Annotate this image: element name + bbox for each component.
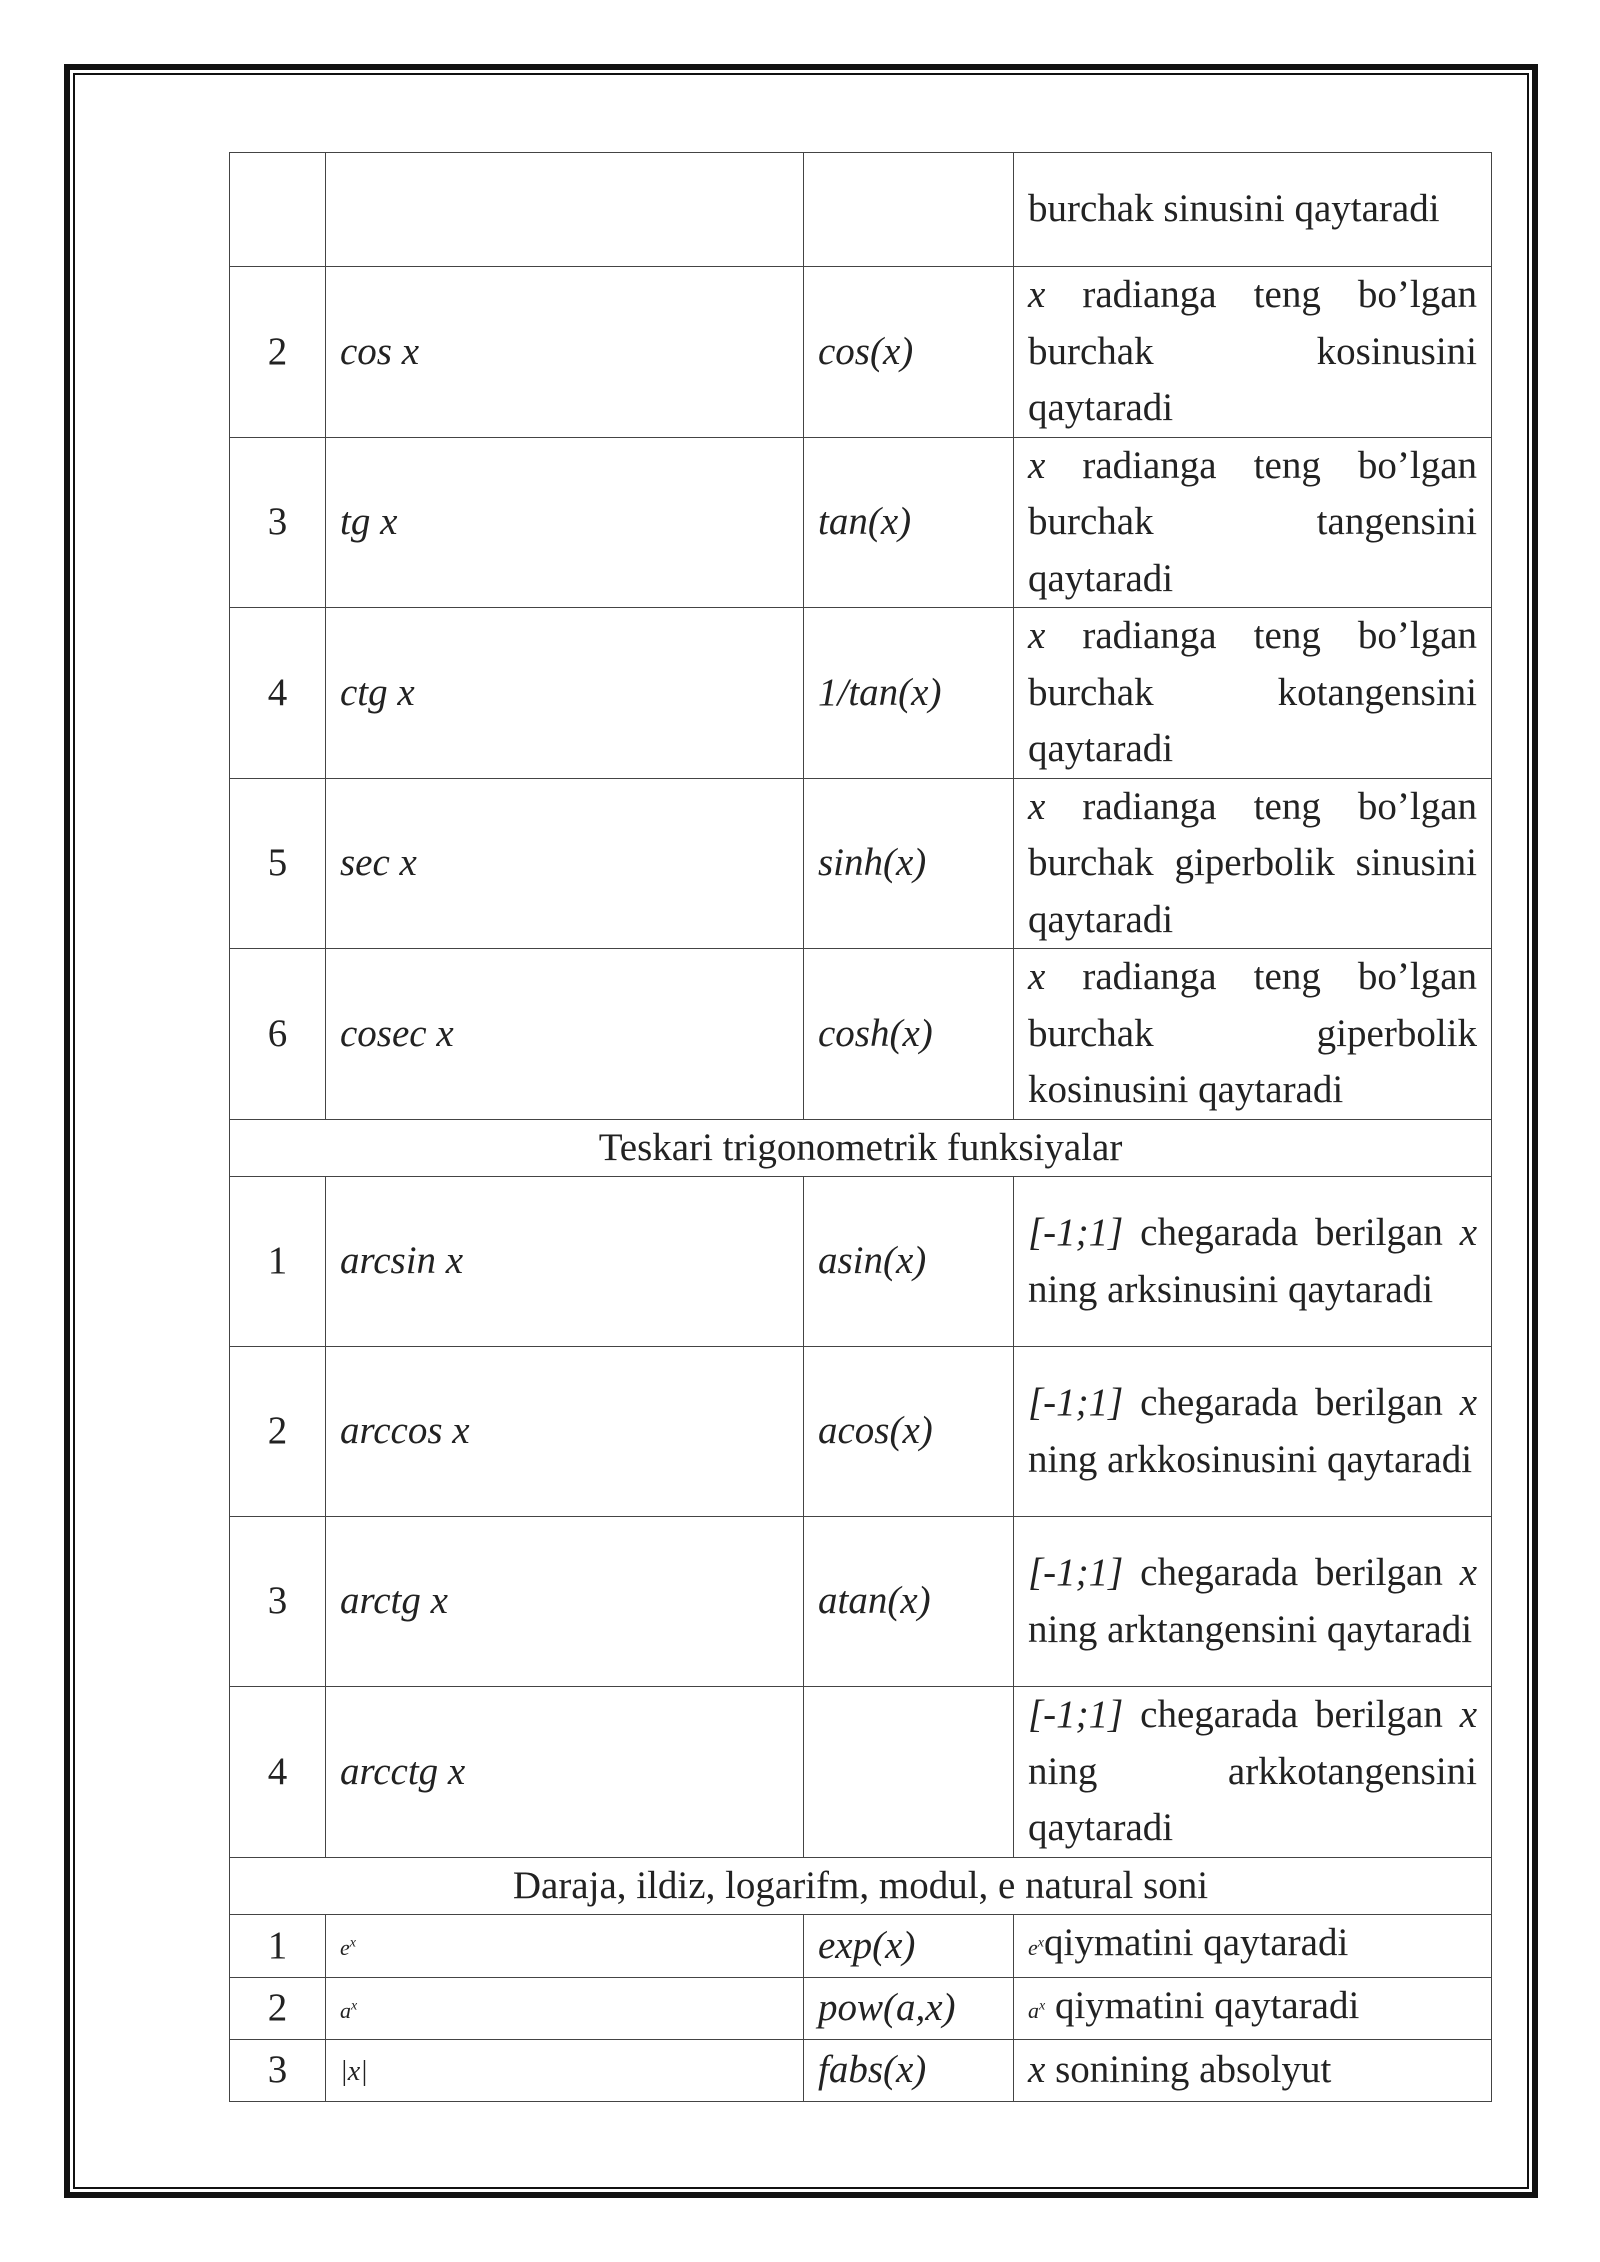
section-row (230, 1857, 1492, 1915)
math-notation: sec x (326, 778, 804, 949)
description-text: radianga teng bo’lgan burchak giperbolik kosinusini qaytaradi (1028, 955, 1477, 1111)
row-number: 4 (230, 1687, 326, 1858)
description-variable: x (1459, 1211, 1477, 1254)
math-notation: ctg x (326, 608, 804, 779)
description-text: chegarada berilgan (1123, 1381, 1460, 1424)
math-notation: arcctg x (326, 1687, 804, 1858)
math-notation (326, 2040, 804, 2102)
table-row (230, 608, 1492, 779)
table-row (230, 437, 1492, 608)
description-text: chegarada berilgan (1123, 1211, 1460, 1254)
row-number: 4 (230, 608, 326, 779)
table-row (230, 2040, 1492, 2102)
code-function: cosh(x) (804, 949, 1014, 1120)
absolute-value: |x| (340, 2056, 368, 2087)
code-function: cos(x) (804, 267, 1014, 438)
table-row (230, 1347, 1492, 1517)
section-title-inverse: Teskari trigonometrik funksiyalar (230, 1119, 1492, 1177)
description-variable: x (1028, 2048, 1046, 2091)
table-row (230, 1915, 1492, 1978)
description-text: chegarada berilgan (1123, 1551, 1460, 1594)
description (1014, 437, 1492, 608)
description-text: ning arkkotangensini qaytaradi (1028, 1749, 1477, 1849)
section-title-power: Daraja, ildiz, logarifm, modul, e natural soni (230, 1857, 1492, 1915)
row-number: 2 (230, 1347, 326, 1517)
description-variable: x (1459, 1693, 1477, 1736)
math-notation: cosec x (326, 949, 804, 1120)
description-variable: x (1028, 784, 1046, 828)
description-text: qiymatini qaytaradi (1043, 1921, 1349, 1964)
code-function: acos(x) (804, 1347, 1014, 1517)
description-variable: x (1028, 273, 1046, 316)
functions-table (229, 152, 1492, 2102)
table-row (230, 1177, 1492, 1347)
power-base: e (340, 1935, 350, 1960)
code-function: exp(x) (804, 1915, 1014, 1978)
math-notation (326, 1915, 804, 1978)
row-number: 1 (230, 1915, 326, 1978)
power-base: a (1028, 1997, 1039, 2023)
math-notation: arcsin x (326, 1177, 804, 1347)
math-notation: cos x (326, 267, 804, 438)
description-variable: x (1028, 614, 1046, 657)
code-function (804, 153, 1014, 267)
description-variable: x (1459, 1381, 1477, 1424)
row-number: 3 (230, 1517, 326, 1687)
code-function: pow(a,x) (804, 1977, 1014, 2040)
description-text: radianga teng bo’lgan burchak kotangensini qaytaradi (1028, 614, 1477, 770)
code-function: tan(x) (804, 437, 1014, 608)
table-row (230, 1977, 1492, 2040)
description-text: chegarada berilgan (1123, 1693, 1460, 1736)
math-notation: arctg x (326, 1517, 804, 1687)
power-base: a (340, 1997, 351, 2023)
description-text: qiymatini qaytaradi (1045, 1983, 1360, 2027)
description-text: sonining absolyut (1045, 2048, 1332, 2091)
power-exponent: x (1037, 1935, 1044, 1951)
description-text: ning arksinusini qaytaradi (1028, 1267, 1434, 1311)
row-number (230, 153, 326, 267)
code-function: atan(x) (804, 1517, 1014, 1687)
description-range: [-1;1] (1028, 1551, 1124, 1594)
power-exponent: x (349, 1935, 356, 1951)
math-notation (326, 1977, 804, 2040)
table-row (230, 1517, 1492, 1687)
description-variable: x (1028, 955, 1046, 998)
description-range: [-1;1] (1028, 1211, 1124, 1254)
math-notation: arccos x (326, 1347, 804, 1517)
description-variable: x (1459, 1551, 1477, 1594)
description (1014, 1347, 1492, 1517)
math-notation (326, 153, 804, 267)
row-number: 5 (230, 778, 326, 949)
math-notation: tg x (326, 437, 804, 608)
code-function (804, 1687, 1014, 1858)
description-text: radianga teng bo’lgan burchak giperbolik sinusini qaytaradi (1028, 784, 1477, 941)
row-number: 2 (230, 1977, 326, 2040)
power-base: e (1028, 1935, 1038, 1960)
description (1014, 1517, 1492, 1687)
description (1014, 778, 1492, 949)
power-exponent: x (1039, 1998, 1046, 2014)
description-text: radianga teng bo’lgan burchak tangensini qaytaradi (1028, 443, 1477, 600)
description (1014, 1977, 1492, 2040)
description-text: ning arktangensini qaytaradi (1028, 1607, 1473, 1651)
description (1014, 1177, 1492, 1347)
description (1014, 1687, 1492, 1858)
row-number: 2 (230, 267, 326, 438)
description-text: ning arkkosinusini qaytaradi (1028, 1437, 1473, 1481)
table-row (230, 949, 1492, 1120)
section-row (230, 1119, 1492, 1177)
description: burchak sinusini qaytaradi (1014, 153, 1492, 267)
description-range: [-1;1] (1028, 1381, 1124, 1424)
table-row (230, 1687, 1492, 1858)
description (1014, 949, 1492, 1120)
code-function: 1/tan(x) (804, 608, 1014, 779)
description-text: radianga teng bo’lgan burchak kosinusini qaytaradi (1028, 273, 1477, 429)
row-number: 1 (230, 1177, 326, 1347)
description (1014, 1915, 1492, 1978)
row-number: 3 (230, 437, 326, 608)
power-exponent: x (351, 1998, 358, 2014)
table-row (230, 153, 1492, 267)
code-function: fabs(x) (804, 2040, 1014, 2102)
table-row (230, 778, 1492, 949)
code-function: sinh(x) (804, 778, 1014, 949)
code-function: asin(x) (804, 1177, 1014, 1347)
description-variable: x (1028, 443, 1046, 487)
description (1014, 608, 1492, 779)
table-row (230, 267, 1492, 438)
description (1014, 2040, 1492, 2102)
description-range: [-1;1] (1028, 1693, 1124, 1736)
description (1014, 267, 1492, 438)
row-number: 6 (230, 949, 326, 1120)
row-number: 3 (230, 2040, 326, 2102)
